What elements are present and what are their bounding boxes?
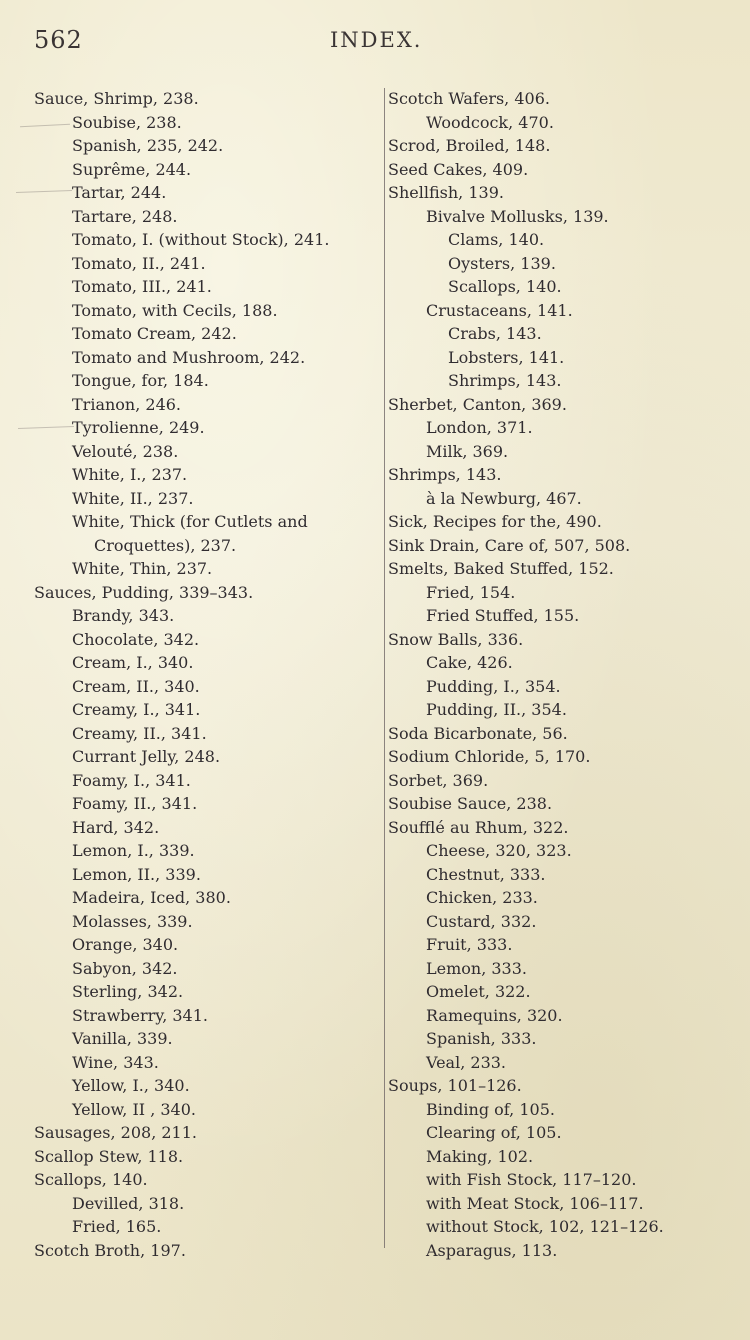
index-entry: Oysters, 139.	[448, 253, 556, 273]
index-entry: Trianon, 246.	[72, 394, 182, 414]
index-entry: Clearing of, 105.	[426, 1123, 562, 1142]
index-entry: Fruit, 333.	[426, 935, 513, 954]
index-entry: Devilled, 318.	[72, 1193, 185, 1213]
index-entry: Snow Balls, 336.	[388, 629, 524, 649]
index-entry: Sterling, 342.	[72, 982, 184, 1001]
index-entry: Vanilla, 339.	[72, 1029, 173, 1048]
index-entry: Cream, II., 340.	[72, 676, 200, 696]
index-entry: without Stock, 102, 121–126.	[426, 1217, 664, 1236]
index-entry: Strawberry, 341.	[72, 1005, 208, 1025]
index-entry: Ramequins, 320.	[426, 1005, 563, 1025]
index-entry: Tongue, for, 184.	[72, 371, 209, 390]
index-entry: Cake, 426.	[426, 653, 513, 672]
index-entry: Soups, 101–126.	[388, 1076, 522, 1095]
index-entry: with Fish Stock, 117–120.	[426, 1170, 637, 1189]
index-entry: Molasses, 339.	[72, 911, 193, 931]
index-entry: Seed Cakes, 409.	[388, 159, 529, 179]
index-entry: Tartar, 244.	[72, 183, 167, 202]
index-entry: Fried Stuffed, 155.	[426, 606, 580, 625]
index-entry: Chestnut, 333.	[426, 864, 546, 884]
index-entry: Sorbet, 369.	[388, 770, 489, 790]
column-divider	[384, 88, 385, 1248]
index-entry: Cream, I., 340.	[72, 653, 194, 672]
index-entry: Cheese, 320, 323.	[426, 841, 572, 860]
index-entry: Pudding, I., 354.	[426, 676, 561, 696]
index-entry: Tomato, III., 241.	[72, 277, 212, 296]
index-entry: Sabyon, 342.	[72, 958, 178, 978]
page-number: 562	[34, 26, 83, 54]
index-entry: Scallops, 140.	[34, 1170, 148, 1189]
index-entry: Asparagus, 113.	[426, 1240, 558, 1260]
index-entry: Fried, 165.	[72, 1217, 162, 1236]
index-entry: Tomato, with Cecils, 188.	[72, 300, 278, 320]
index-entry: with Meat Stock, 106–117.	[426, 1193, 644, 1213]
index-entry: Madeira, Iced, 380.	[72, 888, 231, 907]
index-entry: Soubise Sauce, 238.	[388, 794, 553, 813]
index-entry: Scotch Wafers, 406.	[388, 89, 550, 108]
index-entry: Sick, Recipes for the, 490.	[388, 512, 602, 531]
index-entry: Spanish, 235, 242.	[72, 136, 224, 155]
index-entry: Crustaceans, 141.	[426, 300, 573, 320]
index-entry: Tomato Cream, 242.	[72, 324, 237, 343]
index-entry: Milk, 369.	[426, 441, 509, 461]
index-entry: Woodcock, 470.	[426, 112, 554, 132]
index-entry: Omelet, 322.	[426, 982, 531, 1001]
index-entry: Scrod, Broiled, 148.	[388, 136, 551, 155]
index-entry: Foamy, II., 341.	[72, 794, 198, 813]
index-entry: Tartare, 248.	[72, 206, 178, 226]
index-entry: Custard, 332.	[426, 911, 537, 931]
index-entry: White, II., 237.	[72, 488, 194, 508]
right-column-index	[388, 87, 728, 1262]
index-entry: Yellow, II , 340.	[72, 1099, 196, 1119]
index-entry: Currant Jelly, 248.	[72, 747, 221, 766]
index-entry: Sodium Chloride, 5, 170.	[388, 747, 591, 766]
index-entry: Soda Bicarbonate, 56.	[388, 723, 568, 743]
index-entry: Shrimps, 143.	[388, 465, 502, 484]
index-entry: Sauces, Pudding, 339–343.	[34, 582, 254, 602]
index-entry: Sherbet, Canton, 369.	[388, 394, 567, 414]
left-column-index	[34, 87, 379, 1262]
index-entry: Yellow, I., 340.	[72, 1076, 190, 1095]
index-entry: Tyrolienne, 249.	[72, 418, 205, 437]
index-entry: Scotch Broth, 197.	[34, 1240, 186, 1260]
index-entry: Making, 102.	[426, 1146, 534, 1166]
index-entry: Clams, 140.	[448, 230, 545, 249]
index-entry: Soubise, 238.	[72, 112, 182, 132]
index-entry: à la Newburg, 467.	[426, 488, 582, 508]
index-entry: Foamy, I., 341.	[72, 770, 191, 790]
index-entry: Tomato and Mushroom, 242.	[72, 347, 306, 367]
index-entry: Tomato, II., 241.	[72, 253, 206, 273]
index-entry: Sink Drain, Care of, 507, 508.	[388, 535, 631, 555]
index-entry: Shrimps, 143.	[448, 371, 562, 390]
index-entry: Chicken, 233.	[426, 888, 538, 907]
index-entry: Scallops, 140.	[448, 277, 562, 296]
index-entry: Bivalve Mollusks, 139.	[426, 206, 609, 226]
index-entry: Soufflé au Rhum, 322.	[388, 817, 569, 837]
index-entry: Spanish, 333.	[426, 1029, 537, 1048]
index-entry: Lemon, I., 339.	[72, 841, 195, 860]
index-entry: Velouté, 238.	[72, 441, 179, 461]
index-entry: Creamy, II., 341.	[72, 723, 207, 743]
index-entry: Hard, 342.	[72, 817, 160, 837]
index-entry: Brandy, 343.	[72, 606, 175, 625]
index-entry: Shellfish, 139.	[388, 183, 504, 202]
index-entry: London, 371.	[426, 418, 533, 437]
index-entry: White, Thick (for Cutlets and Croquettes), 237.	[72, 512, 308, 555]
index-entry: Smelts, Baked Stuffed, 152.	[388, 559, 614, 578]
index-entry: Orange, 340.	[72, 935, 179, 954]
index-entry: Binding of, 105.	[426, 1099, 555, 1119]
index-entry: Sauce, Shrimp, 238.	[34, 89, 199, 108]
index-entry: Lobsters, 141.	[448, 347, 565, 367]
index-entry: Scallop Stew, 118.	[34, 1146, 184, 1166]
index-entry: Lemon, II., 339.	[72, 864, 201, 884]
index-entry: Tomato, I. (without Stock), 241.	[72, 230, 330, 249]
index-entry: Sausages, 208, 211.	[34, 1123, 197, 1142]
index-entry: Veal, 233.	[426, 1052, 507, 1072]
index-entry: Crabs, 143.	[448, 324, 542, 343]
index-entry: Creamy, I., 341.	[72, 700, 201, 719]
index-entry: Pudding, II., 354.	[426, 700, 567, 719]
index-entry: Fried, 154.	[426, 582, 516, 602]
index-entry: Chocolate, 342.	[72, 629, 200, 649]
index-entry: White, I., 237.	[72, 465, 188, 484]
index-entry: Suprême, 244.	[72, 159, 192, 179]
running-head: INDEX.	[330, 28, 423, 52]
index-entry: Wine, 343.	[72, 1052, 159, 1072]
index-entry: Lemon, 333.	[426, 958, 527, 978]
index-entry: White, Thin, 237.	[72, 559, 213, 578]
